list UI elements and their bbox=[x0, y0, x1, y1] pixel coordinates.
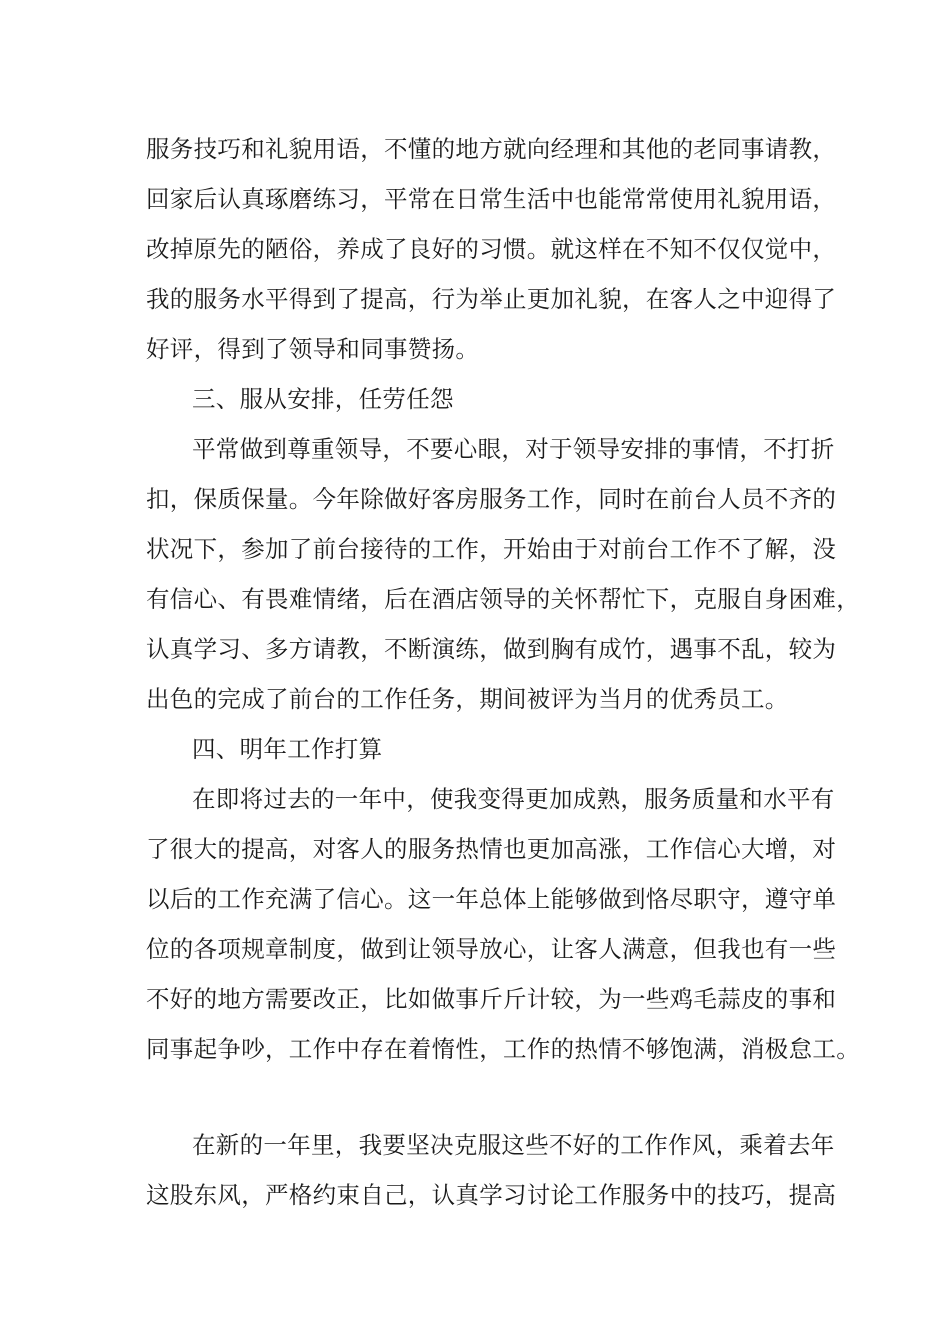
text-line-9: 状况下，参加了前台接待的工作，开始由于对前台工作不了解，没 bbox=[146, 535, 837, 563]
text-line-12: 出色的完成了前台的工作任务，期间被评为当月的优秀员工。 bbox=[146, 685, 789, 713]
section-heading-3: 三、服从安排，任劳任怨 bbox=[192, 385, 454, 413]
text-line-17: 位的各项规章制度，做到让领导放心，让客人满意，但我也有一些 bbox=[146, 935, 837, 963]
text-line-2: 回家后认真琢磨练习，平常在日常生活中也能常常使用礼貌用语， bbox=[146, 185, 837, 213]
text-line-14: 在即将过去的一年中，使我变得更加成熟，服务质量和水平有 bbox=[192, 785, 835, 813]
text-line-3: 改掉原先的陋俗，养成了良好的习惯。就这样在不知不仅仅觉中， bbox=[146, 235, 837, 263]
text-line-18: 不好的地方需要改正，比如做事斤斤计较，为一些鸡毛蒜皮的事和 bbox=[146, 985, 837, 1013]
text-line-11: 认真学习、多方请教，不断演练，做到胸有成竹，遇事不乱，较为 bbox=[146, 635, 837, 663]
text-line-16: 以后的工作充满了信心。这一年总体上能够做到恪尽职守，遵守单 bbox=[146, 885, 837, 913]
text-line-20: 在新的一年里，我要坚决克服这些不好的工作作风，乘着去年 bbox=[192, 1131, 835, 1159]
text-line-19: 同事起争吵，工作中存在着惰性，工作的热情不够饱满，消极怠工。 bbox=[146, 1035, 860, 1063]
text-line-5: 好评，得到了领导和同事赞扬。 bbox=[146, 335, 480, 363]
text-line-15: 了很大的提高，对客人的服务热情也更加高涨，工作信心大增，对 bbox=[146, 835, 837, 863]
text-line-7: 平常做到尊重领导，不要心眼，对于领导安排的事情，不打折 bbox=[192, 435, 835, 463]
text-line-4: 我的服务水平得到了提高，行为举止更加礼貌，在客人之中迎得了 bbox=[146, 285, 837, 313]
text-line-21: 这股东风，严格约束自己，认真学习讨论工作服务中的技巧，提高 bbox=[146, 1181, 837, 1209]
text-line-8: 扣，保质保量。今年除做好客房服务工作，同时在前台人员不齐的 bbox=[146, 485, 837, 513]
text-line-10: 有信心、有畏难情绪，后在酒店领导的关怀帮忙下，克服自身困难， bbox=[146, 585, 860, 613]
section-heading-4: 四、明年工作打算 bbox=[192, 735, 383, 763]
text-line-1: 服务技巧和礼貌用语，不懂的地方就向经理和其他的老同事请教， bbox=[146, 135, 837, 163]
